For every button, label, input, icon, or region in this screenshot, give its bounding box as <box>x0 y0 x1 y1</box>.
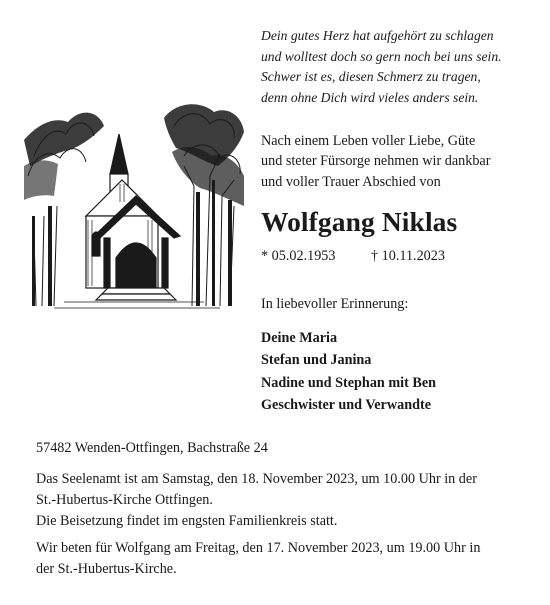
birth-date: * 05.02.1953 <box>261 248 336 264</box>
requiem-line: St.-Hubertus-Kirche Ottfingen. <box>36 491 213 508</box>
intro-line: und steter Fürsorge nehmen wir dankbar <box>261 153 491 170</box>
intro-text <box>261 131 531 192</box>
mourner: Stefan und Janina <box>261 352 372 369</box>
prayer-line: der St.-Hubertus-Kirche. <box>36 560 177 577</box>
burial-line: Die Beisetzung findet im engsten Familienkreis statt. <box>36 513 338 529</box>
burial-notice <box>36 511 526 532</box>
address: 57482 Wenden-Ottfingen, Bachstraße 24 <box>36 440 268 456</box>
prayer-notice <box>36 538 526 579</box>
mourners-list <box>261 327 531 417</box>
prayer-line: Wir beten für Wolfgang am Freitag, den 17. November 2023, um 19.00 Uhr in <box>36 540 481 556</box>
requiem-notice <box>36 469 526 510</box>
memory-line: In liebevoller Erinnerung: <box>261 296 409 312</box>
requiem-line: Das Seelenamt ist am Samstag, den 18. November 2023, um 10.00 Uhr in der <box>36 471 477 487</box>
poem-line: Dein gutes Herz hat aufgehört zu schlagen <box>261 28 494 43</box>
poem-line: denn ohne Dich wird vieles anders sein. <box>261 89 479 105</box>
deceased-name: Wolfgang Niklas <box>261 206 458 237</box>
mourner: Geschwister und Verwandte <box>261 397 431 414</box>
intro-line: und voller Trauer Abschied von <box>261 173 441 190</box>
chapel-illustration <box>24 96 246 316</box>
mourner: Deine Maria <box>261 330 338 346</box>
poem-line: Schwer ist es, diesen Schmerz zu tragen, <box>261 69 481 84</box>
mourner: Nadine und Stephan mit Ben <box>261 374 437 391</box>
poem <box>261 26 531 108</box>
poem-line: und wolltest doch so gern noch bei uns sein. <box>261 48 502 64</box>
death-date: † 10.11.2023 <box>371 248 445 264</box>
life-dates <box>261 248 521 265</box>
intro-line: Nach einem Leben voller Liebe, Güte <box>261 133 476 149</box>
